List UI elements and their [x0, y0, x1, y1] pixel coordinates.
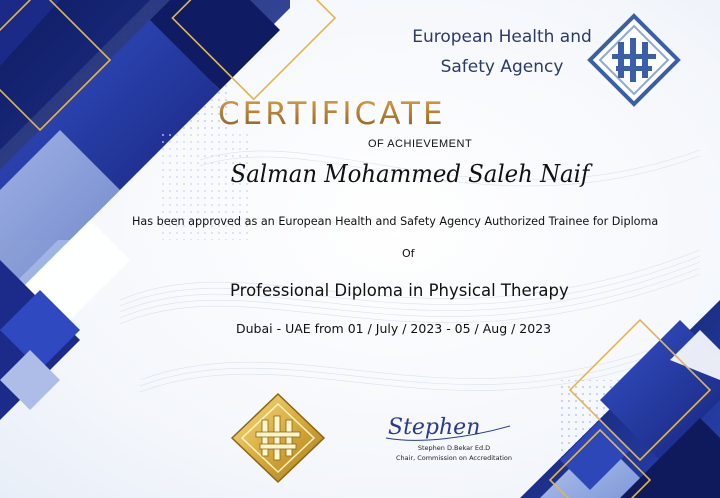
recipient-name: Salman Mohammed Saleh Naif: [230, 160, 590, 188]
program-name: Professional Diploma in Physical Therapy: [230, 281, 569, 300]
certificate-title-text: CERTIFICATE: [218, 96, 446, 132]
organization-name: [392, 22, 612, 82]
of-label: Of: [402, 247, 415, 260]
approval-statement: Has been approved as an European Health and Safety Agency Authorized Trainee for Diploma: [132, 215, 659, 228]
organization-name-line2: Safety Agency: [440, 57, 564, 77]
signatory-role: Chair, Commission on Accreditation: [395, 454, 513, 462]
signature-text: Stephen: [388, 415, 481, 440]
gold-seal-icon: [228, 392, 328, 484]
organization-logo-icon: [586, 12, 682, 108]
certificate-title: [218, 96, 446, 132]
signatory-name: Stephen D.Bekar Ed.D: [417, 444, 491, 452]
certificate-subtitle: OF ACHIEVEMENT: [368, 138, 473, 150]
signatory-block: [364, 443, 544, 463]
signature-mark: [378, 408, 518, 446]
organization-name-line1: European Health and: [412, 27, 592, 47]
location-dates: Dubai - UAE from 01 / July / 2023 - 05 / Aug / 2023: [236, 321, 552, 336]
